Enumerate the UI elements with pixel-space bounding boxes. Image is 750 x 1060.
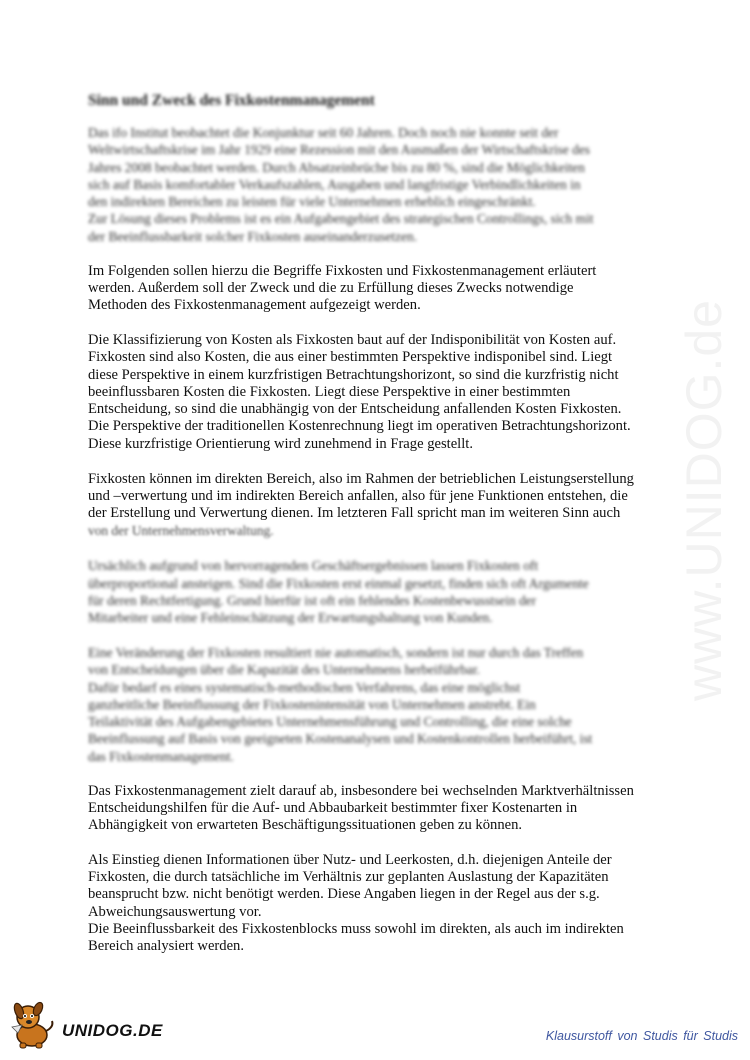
text-line: Abweichungsauswertung vor. [88,903,262,920]
paragraph-7 [88,852,662,956]
text-line: Fixkosten sind also Kosten, die aus einer bestimmten Perspektive indisponibel sind. Liegt [88,349,613,366]
text-line: Diese kurzfristige Orientierung wird zunehmend in Frage gestellt. [88,435,473,452]
intro-paragraph-blurred [88,124,662,245]
text-line: Die Klassifizierung von Kosten als Fixkosten baut auf der Indisponibilität von Kosten auf. [88,331,617,348]
text-line: Im Folgenden sollen hierzu die Begriffe Fixkosten und Fixkostenmanagement erläutert [88,262,597,279]
text-line: Weltwirtschaftskrise im Jahr 1929 eine Rezession mit den Ausmaßen der Wirtschaftskrise des [88,142,591,158]
footer-tagline: Klausurstoff von Studis für Studis [545,1029,738,1043]
text-line: Fixkosten, die durch tatsächliche im Verhältnis zur geplanten Auslastung der Kapazitäten [88,869,609,886]
text-line: ganzheitliche Beeinflussung der Fixkostenintensität von Unternehmen anstrebt. Ein [88,696,536,712]
document-title: Sinn und Zweck des Fixkostenmanagement [88,92,375,109]
dog-mascot-icon [8,997,60,1051]
text-line: Fixkosten können im direkten Bereich, also im Rahmen der betrieblichen Leistungserstellung [88,470,634,487]
paragraph-3 [88,471,662,540]
text-line: Teilaktivität des Aufgabengebietes Unternehmensführung und Controlling, die eine solche [88,714,572,730]
text-line: Dafür bedarf es eines systematisch-methodischen Verfahrens, das eine möglichst [88,679,521,695]
text-line: für deren Rechtfertigung. Grund hierfür ist oft ein fehlendes Kostenbewusstsein der [88,592,537,608]
text-line-blurred: von der Unternehmensverwaltung. [88,523,274,539]
text-line: Als Einstieg dienen Informationen über Nutz- und Leerkosten, d.h. diejenigen Anteile der [88,851,612,868]
paragraph-5-blurred [88,644,662,765]
text-line: von Entscheidungen über die Kapazität des Unternehmens herbeiführbar. [88,662,480,678]
text-line: Eine Veränderung der Fixkosten resultiert nie automatisch, sondern ist nur durch das Treffen [88,644,584,660]
document-body [88,92,662,973]
text-line: Beeinflussung auf Basis von geeigneten Kostenanalysen und Kostenkontrollen herbeiführt, ist [88,731,593,747]
text-line: Entscheidung, so sind die unabhängig von der Entscheidung anfallenden Kosten Fixkosten. [88,401,622,418]
logo-text: UNIDOG.DE [62,1021,163,1040]
text-line: der Beeinflussbarkeit solcher Fixkosten auseinanderzusetzen. [88,228,418,244]
text-line: den indirekten Bereichen zu leisten für viele Unternehmen erheblich eingeschränkt. [88,194,536,210]
text-line: Ursächlich aufgrund von hervorragenden Geschäftsergebnissen lassen Fixkosten oft [88,558,539,574]
text-line: beeinflussbaren Kosten die Fixkosten. Liegt diese Perspektive in einer bestimmten [88,383,571,400]
text-line: Jahres 2008 beobachtet werden. Durch Absatzeinbrüche bis zu 80 %, sind die Möglichkeiten [88,159,585,175]
text-line: Abhängigkeit von erwarteten Beschäftigungssituationen geben zu können. [88,817,523,834]
text-line: Mitarbeiter und eine Fehleinschätzung der Erwartungshaltung von Kunden. [88,610,493,626]
paragraph-1 [88,263,662,315]
paragraph-6 [88,783,662,835]
watermark-text: www.UNIDOG.de [676,299,732,701]
paragraph-4-blurred [88,557,662,626]
text-line: das Fixkostenmanagement. [88,748,234,764]
text-line: Methoden des Fixkostenmanagement aufgezeigt werden. [88,297,421,314]
text-line: Die Perspektive der traditionellen Kostenrechnung liegt im operativen Betrachtungshorizont. [88,418,631,435]
text-line: Zur Lösung dieses Problems ist es ein Aufgabengebiet des strategischen Controllings, sich mit [88,211,594,227]
watermark [664,265,744,735]
text-line: und –verwertung und im indirekten Bereich anfallen, also für jene Funktionen entstehen, die [88,487,628,504]
text-line: überproportional ansteigen. Sind die Fixkosten erst einmal gesetzt, finden sich oft Argumente [88,575,589,591]
text-line: Das ifo Institut beobachtet die Konjunktur seit 60 Jahren. Doch noch nie konnte seit der [88,125,559,140]
text-line: diese Perspektive in einem kurzfristigen Betrachtungshorizont, so sind die kurzfristig nicht [88,366,619,383]
text-line: Das Fixkostenmanagement zielt darauf ab, insbesondere bei wechselnden Marktverhältnissen [88,782,634,799]
text-line: Die Beeinflussbarkeit des Fixkostenblocks muss sowohl im direkten, als auch im indirekten [88,921,624,938]
text-line: sich auf Basis komfortabler Verkaufszahlen, Ausgaben und langfristige Verbindlichkeiten in [88,176,581,192]
text-line: werden. Außerdem soll der Zweck und die zu Erfüllung dieses Zwecks notwendige [88,279,574,296]
text-line: der Erstellung und Verwertung dienen. Im letzteren Fall spricht man im weiteren Sinn auch [88,505,621,522]
unidog-logo[interactable] [8,994,178,1054]
text-line: Entscheidungshilfen für die Auf- und Abbaubarkeit bestimmter fixer Kostenarten in [88,799,578,816]
paragraph-2 [88,332,662,453]
text-line: beansprucht bzw. nicht benötigt werden. Diese Angaben liegen in der Regel aus der s.g. [88,886,600,903]
text-line: Bereich analysiert werden. [88,938,244,955]
